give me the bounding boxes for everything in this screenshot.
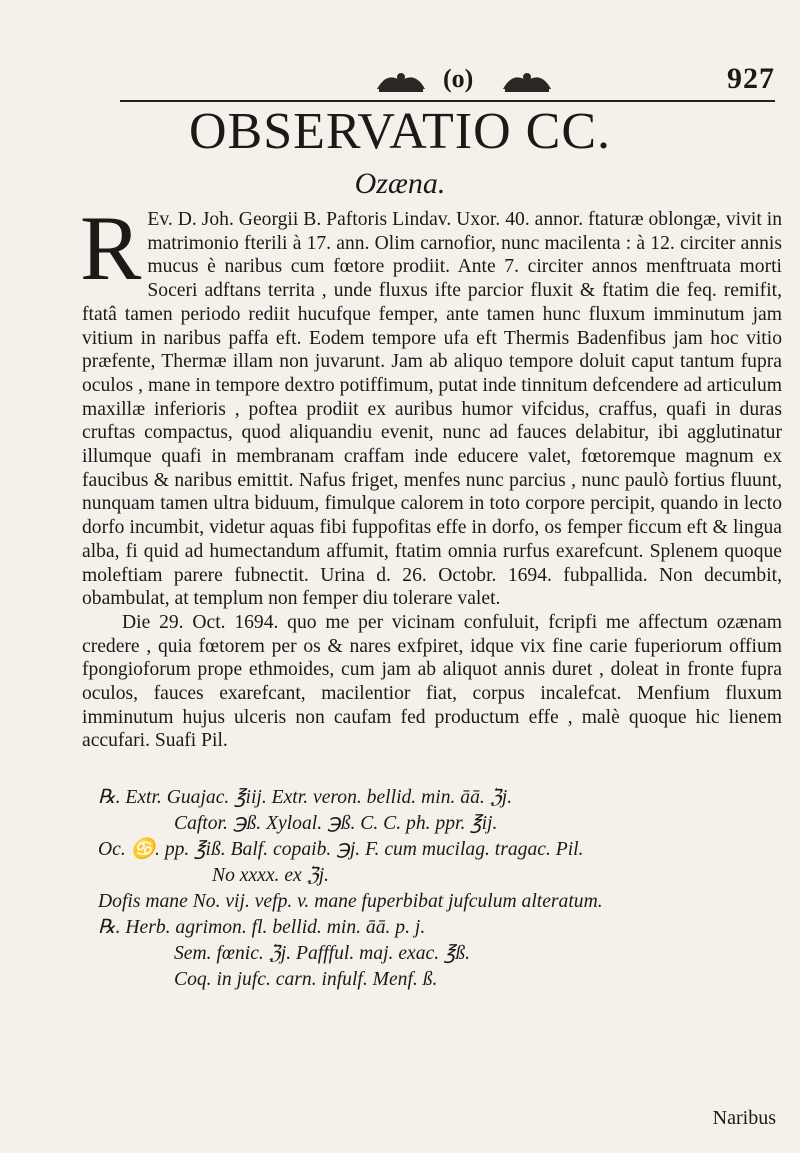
prescription-line: ℞. Extr. Guajac. ℥iij. Extr. veron. bellid. min. āā. ℨj. (98, 787, 513, 808)
prescription-line: No xxxx. ex ℨj. (212, 865, 330, 886)
page-header (120, 64, 775, 102)
prescription-line: Coq. in jufc. carn. infulf. Menf. ß. (174, 969, 438, 990)
fleuron-left-icon (372, 68, 430, 96)
prescription-line: Caftor. ℈ß. Xyloal. ℈ß. C. C. ph. ppr. ℥ij. (174, 813, 498, 834)
paragraph-case-text: Ev. D. Joh. Georgii B. Paftoris Lindav. Uxor. 40. annor. ftaturæ oblongæ, vivit in matrimonio fterili à 17. ann. Olim carnofior, nunc macilenta : à 12. circiter annis mucus è naribus cum fœtore prodiit. Ante 7. circiter annos menftruata morti Soceri adftans territa , unde fluxus ifte parcior fluxit & ftatim die feq. remifit, ftatâ tamen periodo rediit hucufque femper, ante tamen hunc fluxum imminutum jam vitium in naribus paffa eft. Eodem tempore ufa eft Thermis Badenfibus jam hoc vitio præfente, Thermæ illam non juvarunt. Jam ab aliquo tempore doluit caput tantum fupra oculos , mane in tempore dextro potiffimum, putat inde tinnitum defcendere ad articulum maxillæ inferioris , poftea prodiit ex auribus humor vifcidus, craffus, quafi in duras cruftas compactus, quod aliquandiu evenit, nunc ad fauces delabitur, ibi agglutinatur illumque quafi in membranam craffam inde educere valet, fœtoremque magnum ex faucibus & naribus emittit. Nafus friget, menfes nunc parcius , nunc paulò fortius fluunt, nunquam tamen ultra biduum, fimulque calorem in toto corpore percipit, quando in lecto dorfo incumbit, videtur aquas fibi fuppofitas effe in dorfo, os femper ficcum eft & lingua alba, fi quid ad humectandum affumit, ftatim omnia rurfus exarefcunt. Splenem quoque moleftiam parere fubnectit. Urina d. 26. Octobr. 1694. fubpallida. Non decumbit, obambulat, at templum non femper diu tolerare valet. (82, 209, 782, 610)
prescription-line: Oc. ♋. pp. ℥iß. Balf. copaib. ℈j. F. cum mucilag. tragac. Pil. (98, 839, 584, 860)
drop-cap: R (80, 197, 142, 299)
catchword: Naribus (712, 1107, 776, 1129)
observation-title: OBSERVATIO CC. (188, 103, 612, 160)
paragraph-case (80, 197, 782, 611)
prescription-block (82, 785, 782, 993)
prescription-line: ℞. Herb. agrimon. fl. bellid. min. āā. p. j. (98, 917, 426, 938)
paragraph-consult: Die 29. Oct. 1694. quo me per vicinam confuluit, fcripfi me affectum ozænam credere , quia fœtorem per os & nares exfpiret, idque vix fine carie fuperiorum offium fpongioforum prope ethmoides, cum jam ab aliquot annis duret , doleat in fronte fupra oculos, fauces exarefcant, macilentior fiat, corpus incalefcat. Menfium fluxum imminutum hujus ulceris non caufam fed productum effe , malè quoque hic lienem accufari. Suafi Pil. (82, 611, 782, 752)
page-number: 927 (727, 62, 775, 95)
observation-subtitle: Ozæna. (354, 167, 446, 200)
case-narrative (80, 197, 782, 753)
header-ornament-text: (o) (443, 64, 474, 93)
prescription-line: Dofis mane No. vij. vefp. v. mane fuperbibat jufculum alteratum. (98, 891, 603, 912)
prescription-line: Sem. fœnic. ℨj. Paffful. maj. exac. ℥ß. (174, 943, 471, 964)
fleuron-right-icon (498, 68, 556, 96)
